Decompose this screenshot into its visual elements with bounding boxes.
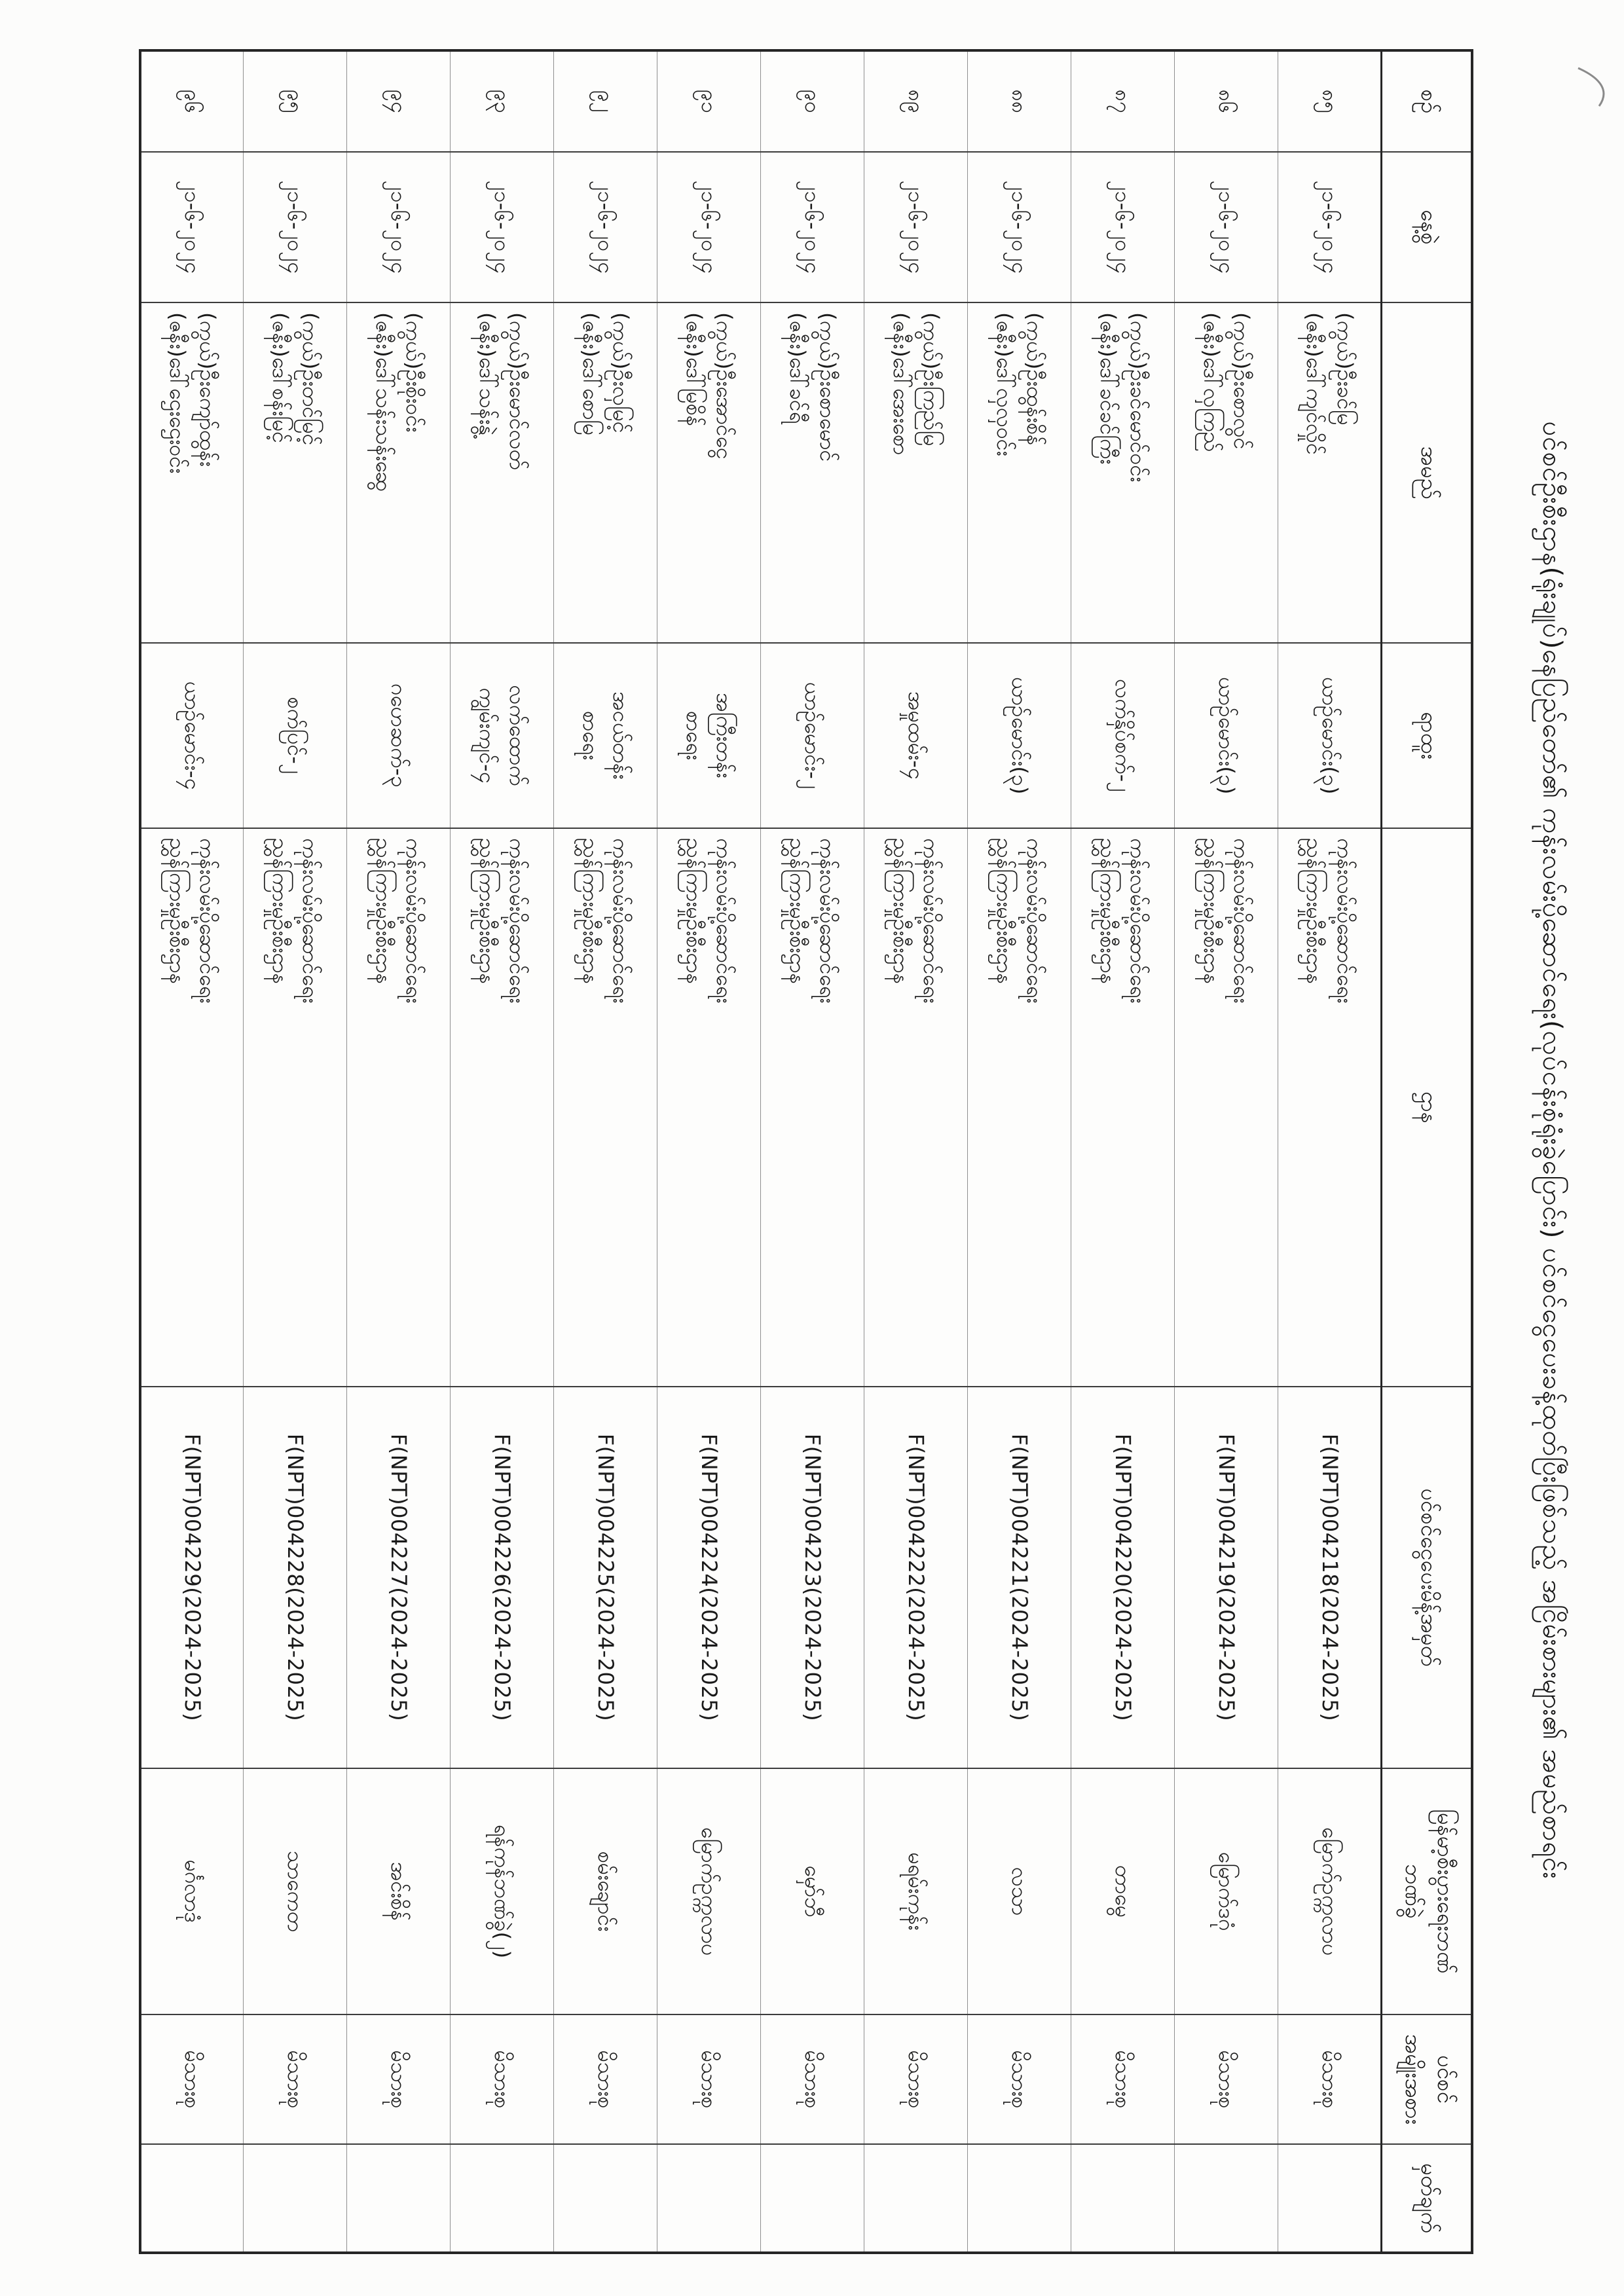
cell-position (1175, 643, 1278, 828)
cell-position (1071, 643, 1175, 828)
position-line1: အကြီးတန်း (712, 693, 737, 778)
date-value: ၂၁-၆-၂၀၂၄ (800, 180, 826, 274)
cell-date (657, 152, 761, 302)
survivor-name: (ဇနီး)ဒေါ်သန်းနွဲ့ (475, 312, 500, 436)
date-value: ၂၁-၆-၂၀၂၄ (1111, 180, 1136, 274)
cell-pension-type (968, 2014, 1071, 2144)
bank-branch: တာမွေ (1111, 1865, 1136, 1918)
cell-serial (1175, 50, 1278, 152)
cell-name (244, 302, 347, 643)
cell-pension-type (140, 2014, 244, 2144)
cell-department (554, 828, 657, 1387)
cell-name (1278, 302, 1382, 643)
header-remark: မှတ်ချက် (1382, 2144, 1472, 2253)
department-line2: ညွှန်ကြားမှုဦးစီးဌာန (1199, 838, 1224, 985)
cell-pension-type (1175, 2014, 1278, 2144)
serial-number: ၈၇ (1111, 89, 1136, 114)
department-line2: ညွှန်ကြားမှုဦးစီးဌာန (1302, 838, 1327, 985)
cell-bank (554, 1768, 657, 2014)
header-pension-type (1382, 2014, 1472, 2144)
header-pension-type-line2: အမျိုးအစား (1400, 2033, 1426, 2125)
cell-name (864, 302, 968, 643)
cell-order-no (968, 1387, 1071, 1768)
table-row (1278, 50, 1382, 2253)
bank-branch: လသာ (1007, 1867, 1033, 1916)
deceased-name: (ကွယ်)ဦးအောင်ငွေ (712, 312, 737, 460)
cell-serial (864, 50, 968, 152)
cell-pension-type (347, 2014, 451, 2144)
deceased-name: (ကွယ်)ဦးတင်မြင့် (298, 312, 323, 446)
cell-order-no (864, 1387, 968, 1768)
cell-position (761, 643, 864, 828)
cell-department (968, 828, 1071, 1387)
cell-order-no (347, 1387, 451, 1768)
serial-number: ၈၆ (1214, 89, 1240, 114)
cell-department (140, 828, 244, 1387)
department-line2: ညွှန်ကြားမှုဦးစီးဌာန (164, 838, 190, 985)
pension-order-number: F(NPT)004228(2024-2025) (283, 1433, 308, 1722)
table-row (347, 50, 451, 2253)
table-row (451, 50, 554, 2253)
cell-position (1278, 643, 1382, 828)
pension-order-number: F(NPT)004218(2024-2025) (1317, 1433, 1342, 1722)
cell-name (554, 302, 657, 643)
cell-order-no (1175, 1387, 1278, 1768)
cell-date (554, 152, 657, 302)
department-line2: ညွှန်ကြားမှုဦးစီးဌာန (682, 838, 707, 985)
cell-position (657, 643, 761, 828)
deceased-name: (ကွယ်)ဦးထွန်းစိန် (1022, 312, 1048, 446)
position-line1: စက်ပြင်-၂ (283, 697, 308, 774)
department-line1: ကုန်းလမ်းပို့ဆောင်ရေး (608, 838, 634, 1004)
department-line1: ကုန်းလမ်းပို့ဆောင်ရေး (1332, 838, 1357, 1004)
pension-type: မိသားစု (800, 2050, 826, 2109)
department-line1: ကုန်းလမ်းပို့ဆောင်ရေး (919, 838, 944, 1004)
cell-remark (1175, 2144, 1278, 2253)
date-value: ၂၁-၆-၂၀၂၄ (179, 180, 205, 274)
survivor-name: (ဇနီး)ဒေါ်အေးစော (889, 312, 913, 456)
table-row (140, 50, 244, 2253)
cell-position (140, 643, 244, 828)
header-bank (1382, 1768, 1472, 2014)
position-line1: လက်နှိပ်စက်-၂ (1111, 679, 1136, 792)
pension-order-number: F(NPT)004227(2024-2025) (386, 1433, 412, 1722)
header-bank-line2: ဘဏ်ခွဲ (1400, 1864, 1426, 1919)
cell-remark (1071, 2144, 1175, 2253)
serial-number: ၈၉ (904, 89, 929, 114)
cell-department (451, 828, 554, 1387)
pension-type: မိသားစု (904, 2050, 929, 2109)
department-line1: ကုန်းလမ်းပို့ဆောင်ရေး (1022, 838, 1048, 1004)
pension-order-number: F(NPT)004226(2024-2025) (490, 1433, 515, 1722)
cell-remark (864, 2144, 968, 2253)
pension-type: မိသားစု (179, 2050, 205, 2109)
position-line2: ကျွမ်းကျင်-၄ (475, 687, 500, 784)
cell-name (140, 302, 244, 643)
cell-position (864, 643, 968, 828)
cell-department (761, 828, 864, 1387)
survivor-name: (ဇနီး)ဒေါ်စန်းမြင့် (268, 312, 293, 444)
cell-serial (347, 50, 451, 152)
pension-order-number: F(NPT)004221(2024-2025) (1007, 1433, 1033, 1722)
survivor-name: (ဇနီး)ဒေါ်ကျင်လှိုင် (1302, 312, 1327, 455)
table-body (140, 50, 1382, 2253)
header-no: စဉ် (1382, 50, 1472, 152)
cell-order-no (1071, 1387, 1175, 1768)
bank-branch: စမ်းချောင်း (593, 1851, 619, 1932)
pension-order-number: F(NPT)004223(2024-2025) (800, 1433, 826, 1722)
header-bank-line1: မြန်မာ့စီးပွားရေးဘဏ် (1432, 1809, 1458, 1974)
cell-serial (1071, 50, 1175, 152)
cell-remark (968, 2144, 1071, 2253)
deceased-name: (ကွယ်)ဦးစောလွင် (1229, 312, 1255, 450)
cell-pension-type (657, 2014, 761, 2144)
department-line1: ကုန်းလမ်းပို့ဆောင်ရေး (1126, 838, 1151, 1004)
cell-position (244, 643, 347, 828)
survivor-name: (ဇနီး)ဒေါ်သန်းသန်းဆွေ (371, 312, 396, 492)
cell-bank (347, 1768, 451, 2014)
survivor-name: (ဇနီး)ဒေါ်ဌေးဌေးဝင်း (164, 312, 190, 474)
department-line2: ညွှန်ကြားမှုဦးစီးဌာန (475, 838, 500, 985)
pension-order-number: F(NPT)004229(2024-2025) (179, 1433, 205, 1722)
survivor-name: (ဇနီး)ဒေါ်ခင်ခင်ကြီး (1096, 312, 1120, 465)
pension-type: မိသားစု (697, 2050, 722, 2109)
pension-type: မိသားစု (386, 2050, 412, 2109)
deceased-name: (ကွယ်)ဦးကြည်မြ (919, 312, 944, 446)
cell-serial (761, 50, 864, 152)
cell-name (347, 302, 451, 643)
cell-pension-type (244, 2014, 347, 2144)
bank-branch: မှော်ဘီ (800, 1865, 826, 1918)
cell-serial (140, 50, 244, 152)
header-pension-type-line1: ပင်စင် (1432, 2055, 1458, 2104)
pension-type: မိသားစု (1007, 2050, 1033, 2109)
cell-pension-type (1278, 2014, 1382, 2144)
deceased-name: (ကွယ်)ဦးကျော်ထွန်း (195, 312, 221, 467)
cell-bank (244, 1768, 347, 2014)
cell-position (451, 643, 554, 828)
cell-remark (347, 2144, 451, 2253)
position-line1: ယာဉ်မောင်း-၂ (800, 682, 826, 790)
deceased-name: (ကွယ်)ဦးလှမြင့် (608, 312, 634, 433)
date-value: ၂၁-၆-၂၀၂၄ (1214, 180, 1240, 274)
cell-order-no (1278, 1387, 1382, 1768)
pen-mark (1566, 63, 1619, 122)
table-row (968, 50, 1071, 2253)
cell-order-no (761, 1387, 864, 1768)
cell-pension-type (864, 2014, 968, 2144)
survivor-name: (ဇနီး)ဒေါ်ခင်ရီ (785, 312, 810, 424)
cell-order-no (244, 1387, 347, 1768)
position-line2: စာရေး (578, 710, 603, 761)
cell-pension-type (554, 2014, 657, 2144)
pension-type: မိသားစု (593, 2050, 619, 2109)
cell-date (140, 152, 244, 302)
date-value: ၂၁-၆-၂၀၂၄ (1007, 180, 1033, 274)
date-value: ၂၁-၆-၂၀၂၄ (490, 180, 515, 274)
cell-date (347, 152, 451, 302)
table-row (657, 50, 761, 2253)
cell-bank (657, 1768, 761, 2014)
cell-name (1175, 302, 1278, 643)
table-row (244, 50, 347, 2253)
department-line1: ကုန်းလမ်းပို့ဆောင်ရေး (195, 838, 221, 1004)
cell-order-no (554, 1387, 657, 1768)
position-line1: အငယ်တန်း (608, 691, 634, 780)
cell-bank (1071, 1768, 1175, 2014)
pension-order-number: F(NPT)004225(2024-2025) (593, 1433, 619, 1722)
cell-date (451, 152, 554, 302)
cell-position (554, 643, 657, 828)
position-line1: ဂဟေဆက်-၃ (386, 683, 412, 788)
header-department: ဌာန (1382, 828, 1472, 1387)
department-line1: ကုန်းလမ်းပို့ဆောင်ရေး (505, 838, 530, 1004)
table-row (1175, 50, 1278, 2253)
serial-number: ၉၅ (283, 90, 308, 113)
survivor-name: (ဇနီး)ဒေါ်လှကြည် (1199, 312, 1224, 452)
cell-remark (140, 2144, 244, 2253)
department-line1: ကုန်းလမ်းပို့ဆောင်ရေး (815, 838, 841, 1004)
cell-serial (1278, 50, 1382, 152)
pension-order-number: F(NPT)004224(2024-2025) (697, 1433, 722, 1722)
cell-bank (451, 1768, 554, 2014)
cell-remark (761, 2144, 864, 2253)
cell-serial (968, 50, 1071, 152)
deceased-name: (ကွယ်)ဦးစောမောင် (815, 312, 841, 462)
deceased-name: (ကွယ်)ဦးစိုးဝင်း (401, 312, 427, 433)
cell-bank (1278, 1768, 1382, 2014)
cell-date (1278, 152, 1382, 302)
bank-branch: မြောက်ဥက္ကလာပ (697, 1827, 722, 1956)
bank-branch: ရန်ကုန်ဘဏ်ခွဲ(၂) (490, 1824, 515, 1959)
position-line1: ယာဉ်မောင်း-၄ (179, 681, 205, 790)
position-line1: ယာဉ်မောင်း(၃) (1214, 676, 1240, 795)
header-date: နေ့စွဲ (1382, 152, 1472, 302)
table-row (761, 50, 864, 2253)
position-line1: ယာဉ်မောင်း(၃) (1007, 676, 1033, 795)
cell-name (968, 302, 1071, 643)
serial-number: ၉၄ (386, 90, 412, 113)
survivor-name: (ဇနီး)ဒေါ်စောမြ (578, 312, 603, 436)
date-value: ၂၁-၆-၂၀၂၄ (283, 180, 308, 274)
bank-branch: မြောက်ဥက္ကလာပ (1317, 1827, 1342, 1956)
cell-remark (1278, 2144, 1382, 2253)
department-line2: ညွှန်ကြားမှုဦးစီးဌာန (1096, 838, 1120, 985)
header-order-no: ပင်စင်ငွေပေးမိန့်အမှတ် (1382, 1387, 1472, 1768)
department-line2: ညွှန်ကြားမှုဦးစီးဌာန (371, 838, 396, 985)
bank-branch: မရမ်းကုန်း (904, 1852, 929, 1931)
cell-date (1071, 152, 1175, 302)
bank-branch: အင်းစိန် (386, 1862, 412, 1921)
cell-date (1175, 152, 1278, 302)
department-line2: ညွှန်ကြားမှုဦးစီးဌာန (268, 838, 293, 985)
deceased-name: (ကွယ်)ဦးမောင်လတ် (505, 312, 530, 470)
cell-pension-type (1071, 2014, 1175, 2144)
position-line1: ယာဉ်မောင်း(၃) (1317, 676, 1342, 795)
cell-department (864, 828, 968, 1387)
serial-number: ၈၈ (1007, 89, 1033, 114)
table-row (554, 50, 657, 2253)
cell-date (968, 152, 1071, 302)
bank-branch: မင်္ဂလာဒုံ (179, 1859, 205, 1923)
survivor-name: (ဇနီး)ဒေါ်မြစိန် (682, 312, 707, 427)
header-position: ရာထူး (1382, 643, 1472, 828)
serial-number: ၉၀ (800, 90, 826, 113)
department-line2: ညွှန်ကြားမှုဦးစီးဌာန (578, 838, 603, 985)
pension-type: မိသားစု (1111, 2050, 1136, 2109)
cell-order-no (140, 1387, 244, 1768)
cell-order-no (657, 1387, 761, 1768)
table-row (864, 50, 968, 2253)
cell-remark (657, 2144, 761, 2253)
cell-order-no (451, 1387, 554, 1768)
date-value: ၂၁-၆-၂၀၂၄ (1317, 180, 1342, 274)
bank-branch: သာကေတ (283, 1851, 308, 1932)
department-line2: ညွှန်ကြားမှုဦးစီးဌာန (992, 838, 1017, 985)
cell-name (657, 302, 761, 643)
serial-number: ၉၂ (593, 90, 619, 113)
cell-department (1071, 828, 1175, 1387)
date-value: ၂၁-၆-၂၀၂၄ (697, 180, 722, 274)
cell-department (1175, 828, 1278, 1387)
department-line2: ညွှန်ကြားမှုဦးစီးဌာန (785, 838, 810, 985)
page-title: ပင်စင်ဦးစီးဌာန(ရုံးချုပ်)နေပြည်တော်၏ ကုန်းလမ်းပို့ဆောင်ရေး(လုပ်ငန်းစုံရုံးခွဲပြောင်း) ပင်စင်ငွေပေးခန့်ထုတ်ပြီးဖြစ်သည့် အငြိမ်းစားများ၏ အမည်စာရင်း (1537, 421, 1567, 1880)
serial-number: ၈၅ (1317, 89, 1342, 114)
cell-name (1071, 302, 1175, 643)
pension-type: မိသားစု (490, 2050, 515, 2109)
department-line1: ကုန်းလမ်းပို့ဆောင်ရေး (298, 838, 323, 1004)
cell-pension-type (761, 2014, 864, 2144)
department-line1: ကုန်းလမ်းပို့ဆောင်ရေး (401, 838, 427, 1004)
department-line1: ကုန်းလမ်းပို့ဆောင်ရေး (712, 838, 737, 1004)
cell-remark (451, 2144, 554, 2253)
cell-bank (761, 1768, 864, 2014)
cell-serial (244, 50, 347, 152)
cell-date (761, 152, 864, 302)
serial-number: ၉၁ (697, 90, 722, 113)
bank-branch: မြောက်ဒဂုံ (1214, 1851, 1240, 1931)
table-row (1071, 50, 1175, 2253)
date-value: ၂၁-၆-၂၀၂၄ (593, 180, 619, 274)
cell-bank (140, 1768, 244, 2014)
cell-remark (554, 2144, 657, 2253)
cell-remark (244, 2144, 347, 2253)
cell-bank (968, 1768, 1071, 2014)
position-line1: အမှုထမ်း-၄ (904, 691, 929, 780)
cell-position (968, 643, 1071, 828)
cell-name (761, 302, 864, 643)
cell-department (244, 828, 347, 1387)
position-line2: စာရေး (682, 710, 707, 761)
cell-date (244, 152, 347, 302)
cell-department (657, 828, 761, 1387)
cell-department (347, 828, 451, 1387)
cell-pension-type (451, 2014, 554, 2144)
department-line1: ကုန်းလမ်းပို့ဆောင်ရေး (1229, 838, 1255, 1004)
pension-order-number: F(NPT)004222(2024-2025) (904, 1433, 929, 1722)
cell-serial (451, 50, 554, 152)
department-line2: ညွှန်ကြားမှုဦးစီးဌာန (889, 838, 913, 985)
position-line1: လက်ထောက် (505, 685, 530, 786)
cell-position (347, 643, 451, 828)
cell-department (1278, 828, 1382, 1387)
cell-serial (657, 50, 761, 152)
cell-bank (864, 1768, 968, 2014)
date-value: ၂၁-၆-၂၀၂၄ (386, 180, 412, 274)
deceased-name: (ကွယ်)ဦးခင်မောင်ဝင်း (1126, 312, 1151, 483)
serial-number: ၉၆ (179, 90, 205, 113)
pension-type: မိသားစု (1317, 2050, 1342, 2109)
pension-order-number: F(NPT)004220(2024-2025) (1111, 1433, 1136, 1722)
cell-bank (1175, 1768, 1278, 2014)
pension-type: မိသားစု (283, 2050, 308, 2109)
pension-order-number: F(NPT)004219(2024-2025) (1214, 1433, 1240, 1722)
cell-date (864, 152, 968, 302)
table-header-row (1382, 50, 1472, 2253)
pension-type: မိသားစု (1214, 2050, 1240, 2109)
cell-name (451, 302, 554, 643)
cell-serial (554, 50, 657, 152)
serial-number: ၉၃ (490, 90, 515, 113)
survivor-name: (ဇနီး)ဒေါ်လှလှဝင်း (992, 312, 1017, 456)
pension-table (139, 49, 1473, 2254)
deceased-name: (ကွယ်)ဦးခင်မြ (1332, 312, 1357, 426)
header-name: အမည် (1382, 302, 1472, 643)
date-value: ၂၁-၆-၂၀၂၄ (904, 180, 929, 274)
